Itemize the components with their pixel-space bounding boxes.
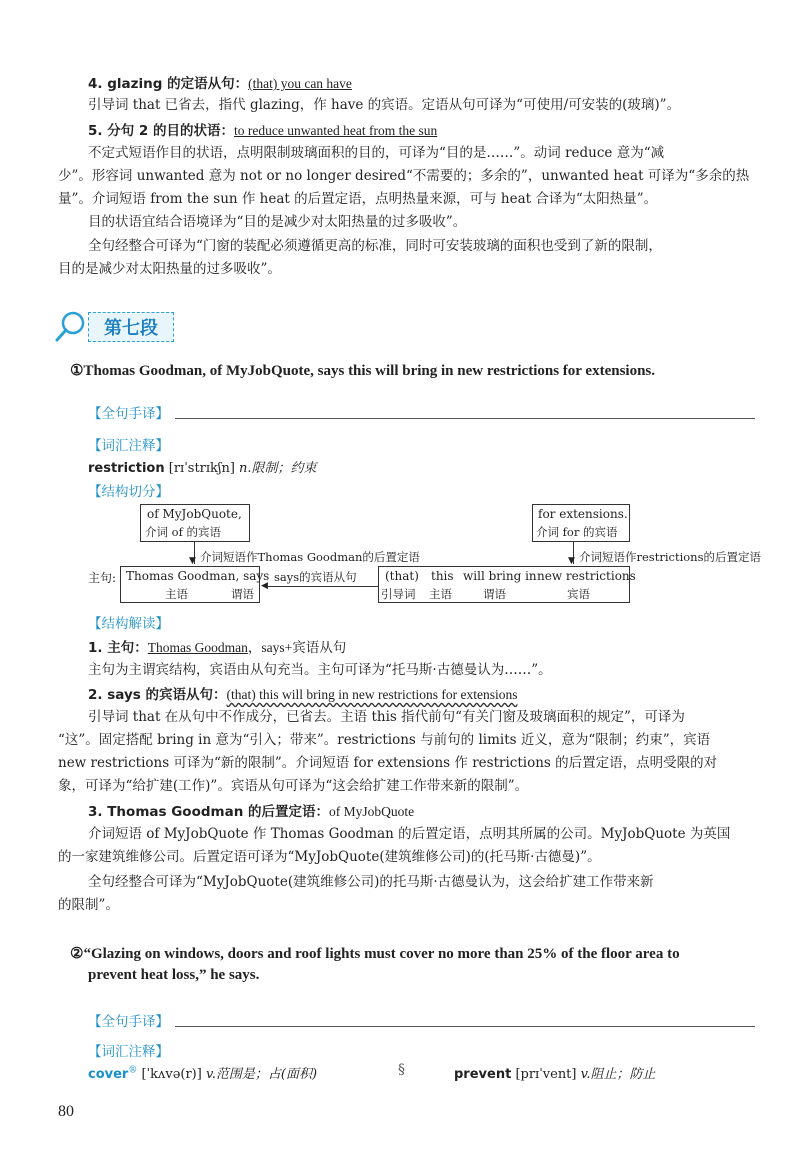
item5-line2: 少”。形容词 unwanted 意为 not or no longer desired“不需要的；多余的”，unwanted heat 可译为“多余的热 [58,168,750,184]
summary-s1-line2: 的限制”。 [58,897,119,913]
arrow-left-label: 介词短语作Thomas Goodman的后置定语 [200,550,420,564]
main-prefix: 主句: [88,571,117,585]
item5-line1: 不定式短语作目的状语，点明限制玻璃面积的目的，可译为“目的是……”。动词 reduce 意为“减 [88,145,665,161]
vocab-entry-cover: cover® [ˈkʌvə(r)] v.范围是；占(面积) [88,1065,318,1082]
arrow-head-left: ▼ [189,556,196,566]
sentence-1: ①Thomas Goodman, of MyJobQuote, says this will bring in new restrictions for extensions. [70,363,656,379]
box-main-clause: Thomas Goodman, says 主语 谓语 [120,566,260,603]
page-number: 80 [58,1103,74,1120]
magnifier-icon [54,309,88,343]
box-object-clause: (that) this will bring in new restrictions 引导词 主语 谓语 宾语 [378,566,630,603]
item5-phrase: to reduce unwanted heat from the sun [234,123,438,138]
item4-heading: 4. glazing 的定语从句：(that) you can have [88,76,352,92]
summary1-line1: 全句经整合可译为“门窗的装配必须遵循更高的标准，同时可安装玻璃的面积也受到了新的限制， [88,238,662,254]
explain-label-1: 【结构解读】 [88,616,169,632]
sentence-2-line1: ②“Glazing on windows, doors and roof lights must cover no more than 25% of the floor area to [70,946,680,962]
item5-heading: 5. 分句 2 的目的状语：to reduce unwanted heat from the sun [88,123,438,139]
translate-blank-2[interactable] [175,1026,755,1027]
divider-swirl-icon: § [398,1062,405,1078]
vocab-entry-prevent: prevent [prɪˈvent] v.阻止；防止 [454,1067,656,1082]
arrow-right-label: 介词短语作restrictions的后置定语 [579,550,761,564]
arrow-head-right: ▼ [568,556,575,566]
p2-heading: 2. says 的宾语从句：(that) this will bring in new restrictions for extensions [88,687,518,703]
box-for-phrase: for extensions. 介词 for 的宾语 [532,504,630,542]
item4-line1: 引导词 that 已省去，指代 glazing，作 have 的宾语。定语从句可译为“可使用/可安装的(玻璃)”。 [88,97,681,113]
p2-line1: 引导词 that 在从句中不作成分，已省去。主语 this 指代前句“有关门窗及玻璃面积的规定”，可译为 [88,709,685,725]
p2-line2: “这”。固定搭配 bring in 意为“引入；带来”。restrictions 与前句的 limits 近义，意为“限制；约束”，宾语 [58,732,711,748]
p3-heading: 3. Thomas Goodman 的后置定语：of MyJobQuote [88,804,415,820]
p1-line1: 主句为主谓宾结构，宾语由从句充当。主句可译为“托马斯·古德曼认为……”。 [88,662,552,678]
item4-phrase: (that) you can have [248,76,352,91]
box-of-phrase: of MyJobQuote, 介词 of 的宾语 [140,504,250,542]
summary1-line2: 目的是减少对太阳热量的过多吸收”。 [58,261,281,277]
arrow-head-clause: ◀ [261,581,268,591]
p2-line4: 象，可译为“给扩建(工作)”。宾语从句可译为“这会给扩建工作带来新的限制”。 [58,778,529,794]
p3-line2: 的一家建筑维修公司。后置定语可译为“MyJobQuote(建筑维修公司)的(托马斯·古德曼)”。 [58,849,601,865]
translate-blank-1[interactable] [175,418,755,419]
struct-label-1: 【结构切分】 [88,484,169,500]
item5-line4: 目的状语宜结合语境译为“目的是减少对太阳热量的过多吸收”。 [88,214,467,230]
clause-label: says的宾语从句 [274,570,357,584]
p3-line1: 介词短语 of MyJobQuote 作 Thomas Goodman 的后置定语，点明其所属的公司。MyJobQuote 为英国 [88,826,731,842]
vocab-entry-restriction: restriction [rɪˈstrɪkʃn] n.限制；约束 [88,461,317,476]
star-mark-icon: ® [128,1065,138,1076]
p2-line3: new restrictions 可译为“新的限制”。介词短语 for extensions 作 restrictions 的后置定语，点明受限的对 [58,755,718,771]
sentence-2-line2: prevent heat loss,” he says. [88,967,260,983]
summary-s1-line1: 全句经整合可译为“MyJobQuote(建筑维修公司)的托马斯·古德曼认为，这会给扩建工作带来新 [88,874,654,890]
p1-heading: 1. 主句：Thomas Goodman，says+宾语从句 [88,640,347,656]
vocab-label-2: 【词汇注释】 [88,1044,169,1060]
translate-label-2: 【全句手译】 [88,1014,169,1030]
section-tag: 第七段 [88,312,174,342]
item5-line3: 量”。介词短语 from the sun 作 heat 的后置定语，点明热量来源，可与 heat 合译为“太阳热量”。 [58,191,658,207]
translate-label-1: 【全句手译】 [88,406,169,422]
vocab-label-1: 【词汇注释】 [88,438,169,454]
arrow-clause-line [268,586,378,587]
